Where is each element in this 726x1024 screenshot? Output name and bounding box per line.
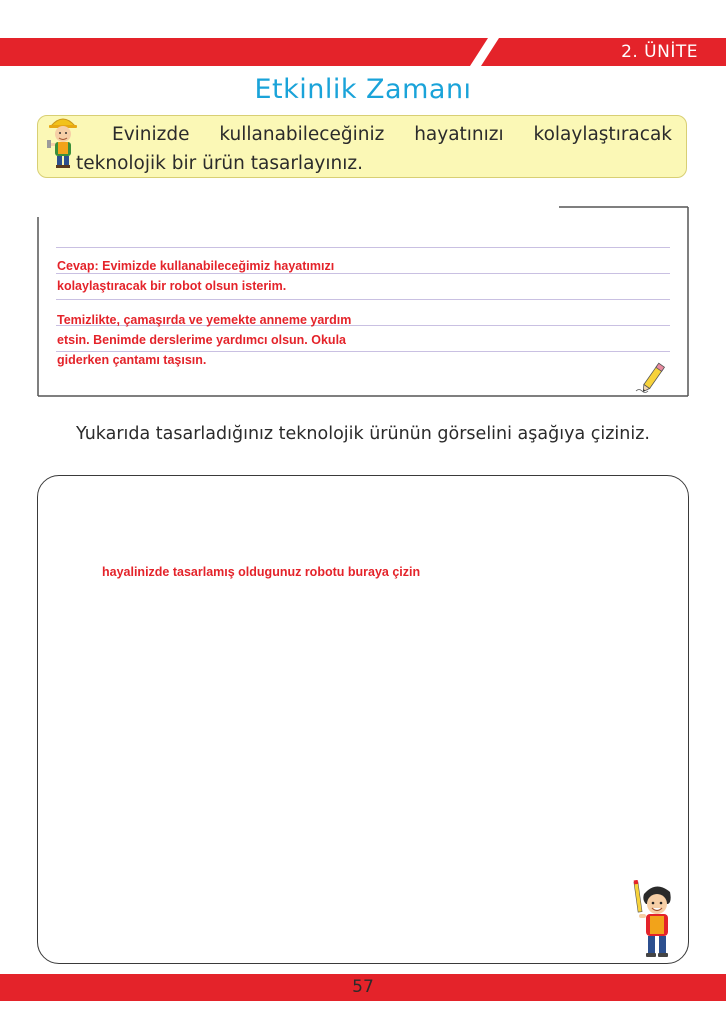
page-number: 57 xyxy=(352,977,374,997)
answer-paragraph-1 xyxy=(57,256,397,296)
drawing-hint: hayalinizde tasarlamış oldugunuz robotu buraya çizin xyxy=(102,565,421,579)
answer-line-text: giderken çantamı taşısın. xyxy=(57,353,207,367)
boy-with-pencil-icon xyxy=(630,880,680,960)
answer-line-3 xyxy=(56,299,670,300)
instruction-text: Evinizde kullanabileceğiniz hayatınızı kolaylaştıracak teknolojik bir ürün tasarlayınız. xyxy=(76,124,672,174)
top-header-bar xyxy=(0,38,726,66)
answer-line-text: kolaylaştıracak bir robot olsun isterim. xyxy=(57,279,287,293)
answer-line-text: etsin. Benimde derslerime yardımcı olsun. Okula xyxy=(57,333,346,347)
answer-paragraph-2 xyxy=(57,310,397,370)
drawing-instruction: Yukarıda tasarladığınız teknolojik ürünün görselini aşağıya çiziniz. xyxy=(76,424,650,444)
answer-line-text: Temizlikte, çamaşırda ve yemekte anneme yardım xyxy=(57,313,352,327)
page-title: Etkinlik Zamanı xyxy=(254,74,472,105)
drawing-area xyxy=(37,475,689,964)
answer-line-1 xyxy=(56,247,670,248)
answer-line-text: Cevap: Evimizde kullanabileceğimiz hayatımızı xyxy=(57,259,335,273)
pencil-icon xyxy=(634,360,672,394)
unit-label: 2. ÜNİTE xyxy=(621,42,698,62)
